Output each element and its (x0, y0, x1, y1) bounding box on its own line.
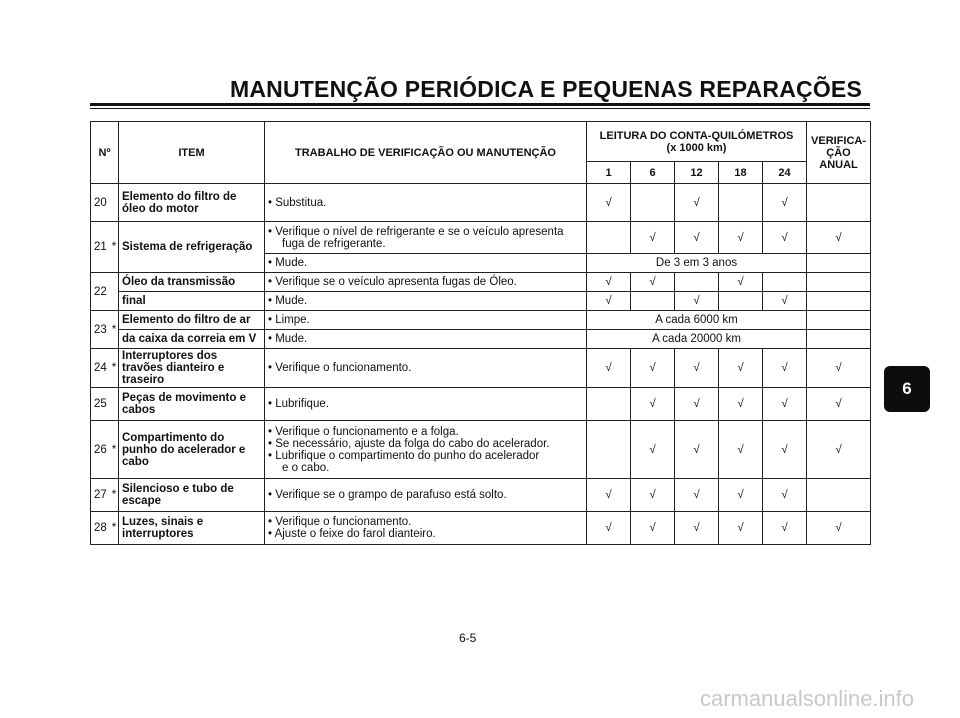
check-cell: √ (719, 273, 763, 292)
row-number (91, 421, 119, 479)
work-text (265, 421, 587, 479)
check-cell: √ (807, 421, 871, 479)
check-cell: √ (631, 222, 675, 254)
check-cell: √ (587, 273, 631, 292)
check-cell: √ (675, 292, 719, 311)
item-name: da caixa da correia em V (119, 330, 265, 349)
check-cell: √ (807, 388, 871, 421)
work-text: • Verifique o funcionamento. (265, 349, 587, 388)
header-work: TRABALHO DE VERIFICAÇÃO OU MANUTENÇÃO (265, 122, 587, 184)
row-number-text: 28 (94, 522, 107, 534)
check-cell: √ (719, 388, 763, 421)
header-annual: VERIFICA-ÇÃO ANUAL (807, 122, 871, 184)
check-cell (807, 254, 871, 273)
check-cell: √ (763, 512, 807, 545)
maintenance-table (90, 121, 871, 545)
table-row (91, 479, 871, 512)
work-line: fuga de refrigerante. (282, 237, 386, 250)
check-cell: √ (807, 349, 871, 388)
item-name: Elemento do filtro de ar (119, 311, 265, 330)
check-cell (675, 273, 719, 292)
row-star: * (111, 489, 117, 501)
interval-text: De 3 em 3 anos (587, 254, 807, 273)
check-cell: √ (587, 184, 631, 222)
check-cell (587, 222, 631, 254)
item-name: Compartimento do punho do acelerador e cabo (119, 421, 265, 479)
row-number-text: 27 (94, 489, 107, 501)
work-text: • Mude. (265, 292, 587, 311)
work-line: e o cabo. (282, 461, 330, 474)
check-cell: √ (631, 349, 675, 388)
row-number-text: 23 (94, 323, 107, 336)
header-km-12: 12 (675, 162, 719, 184)
check-cell: √ (763, 222, 807, 254)
table-row (91, 184, 871, 222)
header-reading (587, 122, 807, 162)
work-text (265, 222, 587, 254)
work-text: • Lubrifique. (265, 388, 587, 421)
check-cell: √ (631, 479, 675, 512)
table-row (91, 388, 871, 421)
title-rule-thick (90, 103, 870, 106)
check-cell: √ (631, 512, 675, 545)
work-text: • Mude. (265, 330, 587, 349)
table-row (91, 273, 871, 292)
row-number (91, 479, 119, 512)
item-name: Sistema de refrigeração (119, 222, 265, 273)
item-name: Óleo da transmissão (119, 273, 265, 292)
work-line: • Verifique o nível de refrigerante e se o veículo apresenta (268, 225, 564, 238)
check-cell (807, 479, 871, 512)
check-cell: √ (719, 421, 763, 479)
watermark: carmanualsonline.info (700, 686, 915, 711)
check-cell: √ (675, 349, 719, 388)
row-number (91, 273, 119, 311)
check-cell: √ (763, 388, 807, 421)
interval-text: A cada 6000 km (587, 311, 807, 330)
check-cell: √ (675, 512, 719, 545)
row-number (91, 222, 119, 273)
check-cell (763, 273, 807, 292)
check-cell (807, 273, 871, 292)
check-cell: √ (587, 292, 631, 311)
page-number: 6-5 (459, 631, 477, 645)
work-line: • Ajuste o feixe do farol dianteiro. (268, 528, 436, 540)
work-text: • Verifique se o grampo de parafuso está solto. (265, 479, 587, 512)
check-cell: √ (807, 222, 871, 254)
check-cell (807, 292, 871, 311)
item-name: Silencioso e tubo de escape (119, 479, 265, 512)
chapter-tab: 6 (884, 366, 930, 412)
row-star: * (111, 323, 117, 336)
row-number-text: 22 (94, 285, 107, 298)
check-cell: √ (587, 512, 631, 545)
check-cell: √ (763, 349, 807, 388)
row-star: * (111, 443, 117, 456)
check-cell: √ (675, 479, 719, 512)
check-cell: √ (719, 349, 763, 388)
row-number (91, 512, 119, 545)
header-reading-label: LEITURA DO CONTA-QUILÓMETROS (599, 129, 794, 142)
check-cell: √ (719, 479, 763, 512)
check-cell: √ (807, 512, 871, 545)
header-km-1: 1 (587, 162, 631, 184)
row-number-text: 24 (94, 362, 107, 374)
check-cell (631, 184, 675, 222)
check-cell (587, 421, 631, 479)
table-row (91, 421, 871, 479)
check-cell: √ (631, 421, 675, 479)
check-cell: √ (675, 222, 719, 254)
row-star: * (111, 241, 117, 253)
work-text: • Mude. (265, 254, 587, 273)
check-cell: √ (719, 222, 763, 254)
work-line: • Verifique o funcionamento. (268, 516, 412, 528)
row-number (91, 184, 119, 222)
work-text (265, 512, 587, 545)
check-cell: √ (763, 421, 807, 479)
header-item: ITEM (119, 122, 265, 184)
check-cell (807, 311, 871, 330)
item-name: final (119, 292, 265, 311)
check-cell: √ (675, 421, 719, 479)
row-number-text: 26 (94, 443, 107, 456)
row-number-text: 25 (94, 398, 107, 410)
title-rule-thin (90, 108, 870, 109)
check-cell: √ (675, 184, 719, 222)
row-star: * (111, 522, 117, 534)
work-line: • Se necessário, ajuste da folga do cabo do acelerador. (268, 437, 550, 450)
check-cell (719, 184, 763, 222)
work-line: • Lubrifique o compartimento do punho do acelerador (268, 449, 540, 462)
item-name: Elemento do filtro de óleo do motor (119, 184, 265, 222)
work-text: • Substitua. (265, 184, 587, 222)
check-cell (631, 292, 675, 311)
table-row (91, 222, 871, 254)
work-text: • Limpe. (265, 311, 587, 330)
check-cell (807, 330, 871, 349)
table-row (91, 292, 871, 311)
row-number (91, 388, 119, 421)
check-cell: √ (631, 273, 675, 292)
row-number (91, 311, 119, 349)
table-row (91, 330, 871, 349)
header-km-6: 6 (631, 162, 675, 184)
check-cell: √ (763, 184, 807, 222)
table-row (91, 349, 871, 388)
row-number (91, 349, 119, 388)
check-cell (807, 184, 871, 222)
item-name: Interruptores dos travões dianteiro e traseiro (119, 349, 265, 388)
work-line: • Verifique o funcionamento e a folga. (268, 425, 459, 438)
check-cell: √ (631, 388, 675, 421)
check-cell: √ (675, 388, 719, 421)
work-text: • Verifique se o veículo apresenta fugas de Óleo. (265, 273, 587, 292)
header-num: Nº (91, 122, 119, 184)
header-km-24: 24 (763, 162, 807, 184)
check-cell (719, 292, 763, 311)
check-cell: √ (587, 479, 631, 512)
table-row (91, 512, 871, 545)
row-number-text: 21 (94, 241, 107, 253)
row-number-text: 20 (94, 196, 107, 209)
page-title: MANUTENÇÃO PERIÓDICA E PEQUENAS REPARAÇÕES (230, 76, 863, 102)
header-reading-unit: (x 1000 km) (666, 141, 727, 154)
interval-text: A cada 20000 km (587, 330, 807, 349)
row-star: * (111, 362, 117, 374)
table-row (91, 311, 871, 330)
check-cell: √ (763, 479, 807, 512)
item-name: Luzes, sinais e interruptores (119, 512, 265, 545)
check-cell: √ (587, 349, 631, 388)
check-cell: √ (763, 292, 807, 311)
check-cell: √ (719, 512, 763, 545)
header-km-18: 18 (719, 162, 763, 184)
item-name: Peças de movimento e cabos (119, 388, 265, 421)
check-cell (587, 388, 631, 421)
